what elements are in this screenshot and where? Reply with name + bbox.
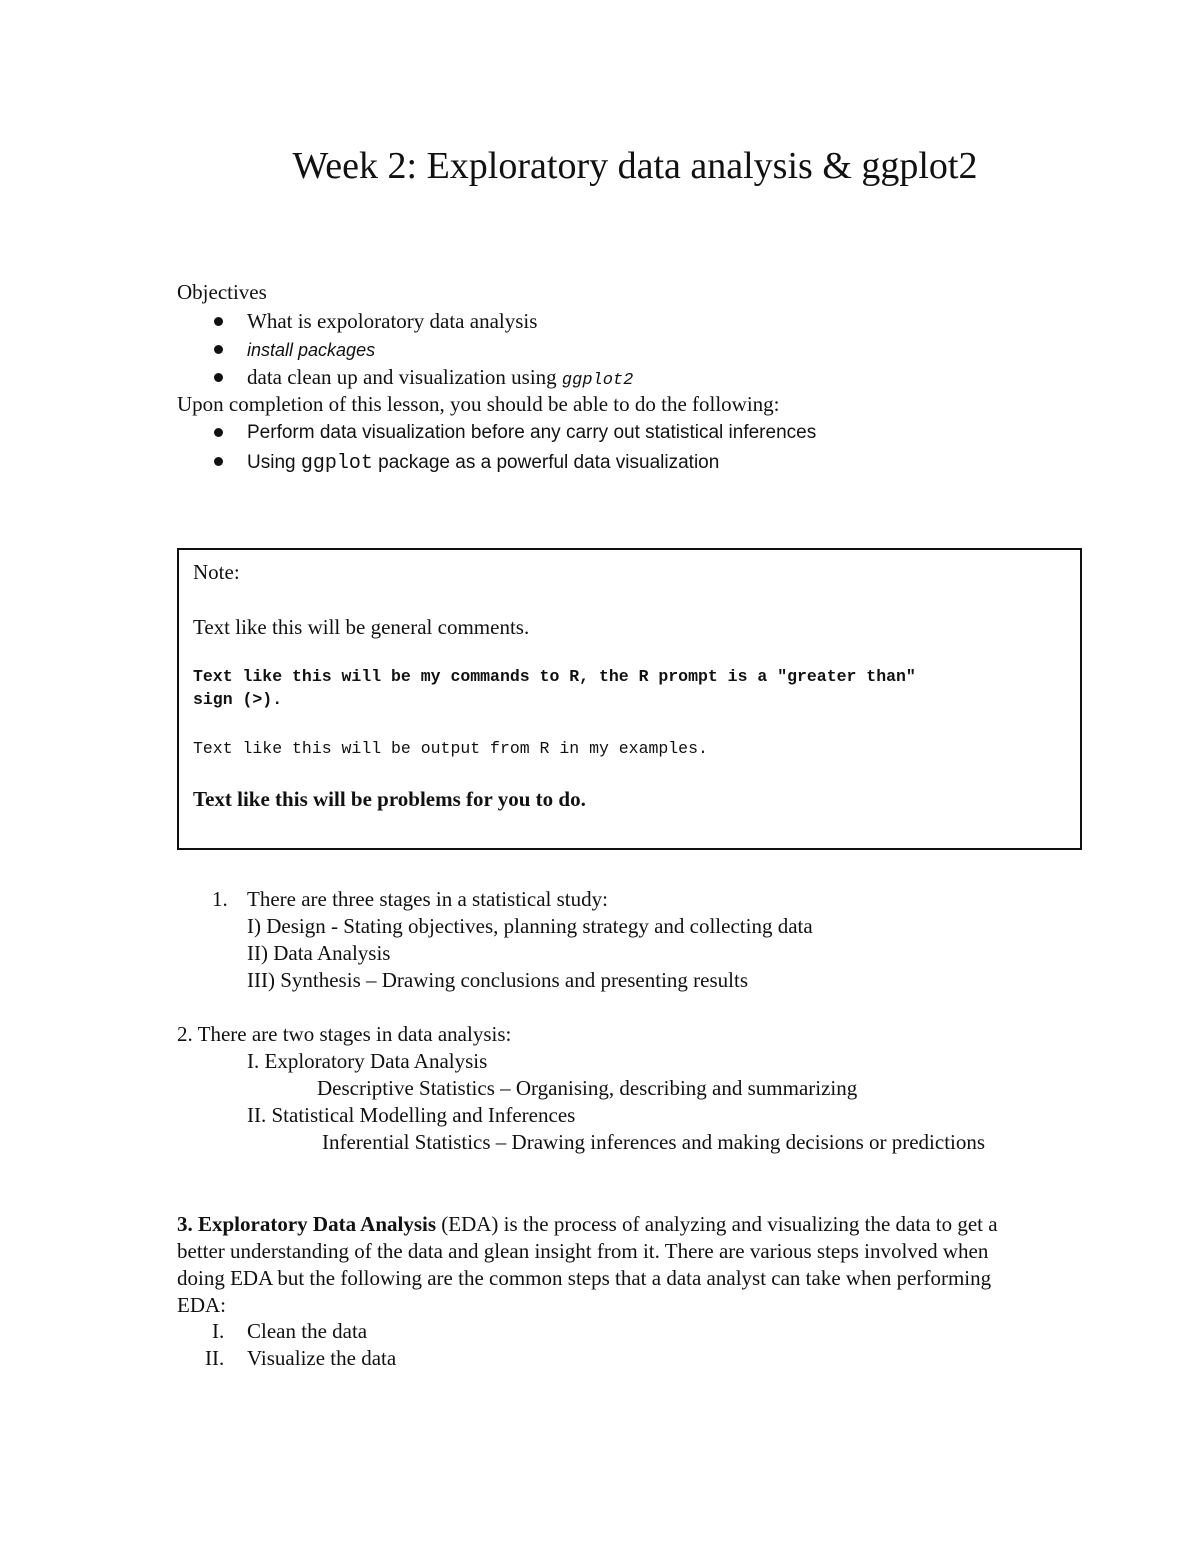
objective-item: What is expoloratory data analysis xyxy=(247,309,538,333)
completion-item xyxy=(247,449,719,477)
section3-line xyxy=(177,1211,998,1238)
section3-line: doing EDA but the following are the common steps that a data analyst can take when performing xyxy=(177,1266,992,1290)
note-label: Note: xyxy=(193,560,240,584)
objective-item-text: data clean up and visualization using xyxy=(247,365,562,389)
section3-text: (EDA) is the process of analyzing and visualizing the data to get a xyxy=(436,1212,998,1236)
bullet-icon xyxy=(214,457,223,466)
objective-item xyxy=(247,364,633,394)
section1-number: 1. xyxy=(212,887,228,911)
note-problems-text: Text like this will be problems for you to do. xyxy=(193,787,586,811)
code-inline: ggplot xyxy=(300,452,373,475)
bullet-icon xyxy=(214,317,223,326)
completion-intro: Upon completion of this lesson, you should be able to do the following: xyxy=(177,392,780,416)
section1-item: II) Data Analysis xyxy=(247,941,391,965)
bullet-icon xyxy=(214,428,223,437)
section3-line: EDA: xyxy=(177,1293,226,1317)
completion-item-prefix: Using xyxy=(247,452,301,473)
section1-item: I) Design - Stating objectives, planning strategy and collecting data xyxy=(247,914,813,938)
section1-intro: There are three stages in a statistical study: xyxy=(247,887,608,911)
note-commands-text: sign (>). xyxy=(193,690,283,709)
bullet-icon xyxy=(214,345,223,354)
step-number: I. xyxy=(212,1319,225,1343)
bullet-icon xyxy=(214,373,223,382)
note-general-text: Text like this will be general comments. xyxy=(193,615,530,639)
section2-stage: II. Statistical Modelling and Inferences xyxy=(247,1103,576,1127)
note-commands-text: Text like this will be my commands to R, the R prompt is a "greater than" xyxy=(193,667,916,686)
section3-heading: 3. Exploratory Data Analysis xyxy=(177,1212,437,1236)
section3-line: better understanding of the data and glean insight from it. There are various steps involved when xyxy=(177,1239,989,1263)
section1-item: III) Synthesis – Drawing conclusions and presenting results xyxy=(247,968,748,992)
step-text: Visualize the data xyxy=(247,1346,397,1370)
completion-item: Perform data visualization before any carry out statistical inferences xyxy=(247,422,817,443)
step-text: Clean the data xyxy=(247,1319,368,1343)
page-title: Week 2: Exploratory data analysis & ggplot2 xyxy=(292,145,978,187)
step-number: II. xyxy=(205,1346,225,1370)
completion-item-suffix: package as a powerful data visualization xyxy=(372,452,720,473)
section2-stage-desc: Descriptive Statistics – Organising, describing and summarizing xyxy=(317,1076,858,1100)
section2-stage-desc: Inferential Statistics – Drawing inferences and making decisions or predictions xyxy=(322,1130,986,1154)
section2-stage: I. Exploratory Data Analysis xyxy=(247,1049,488,1073)
objectives-heading: Objectives xyxy=(177,280,267,304)
section2-intro: 2. There are two stages in data analysis: xyxy=(177,1022,512,1046)
note-output-text: Text like this will be output from R in my examples. xyxy=(193,739,708,758)
objective-item: install packages xyxy=(247,340,376,360)
code-inline: ggplot2 xyxy=(561,371,634,390)
